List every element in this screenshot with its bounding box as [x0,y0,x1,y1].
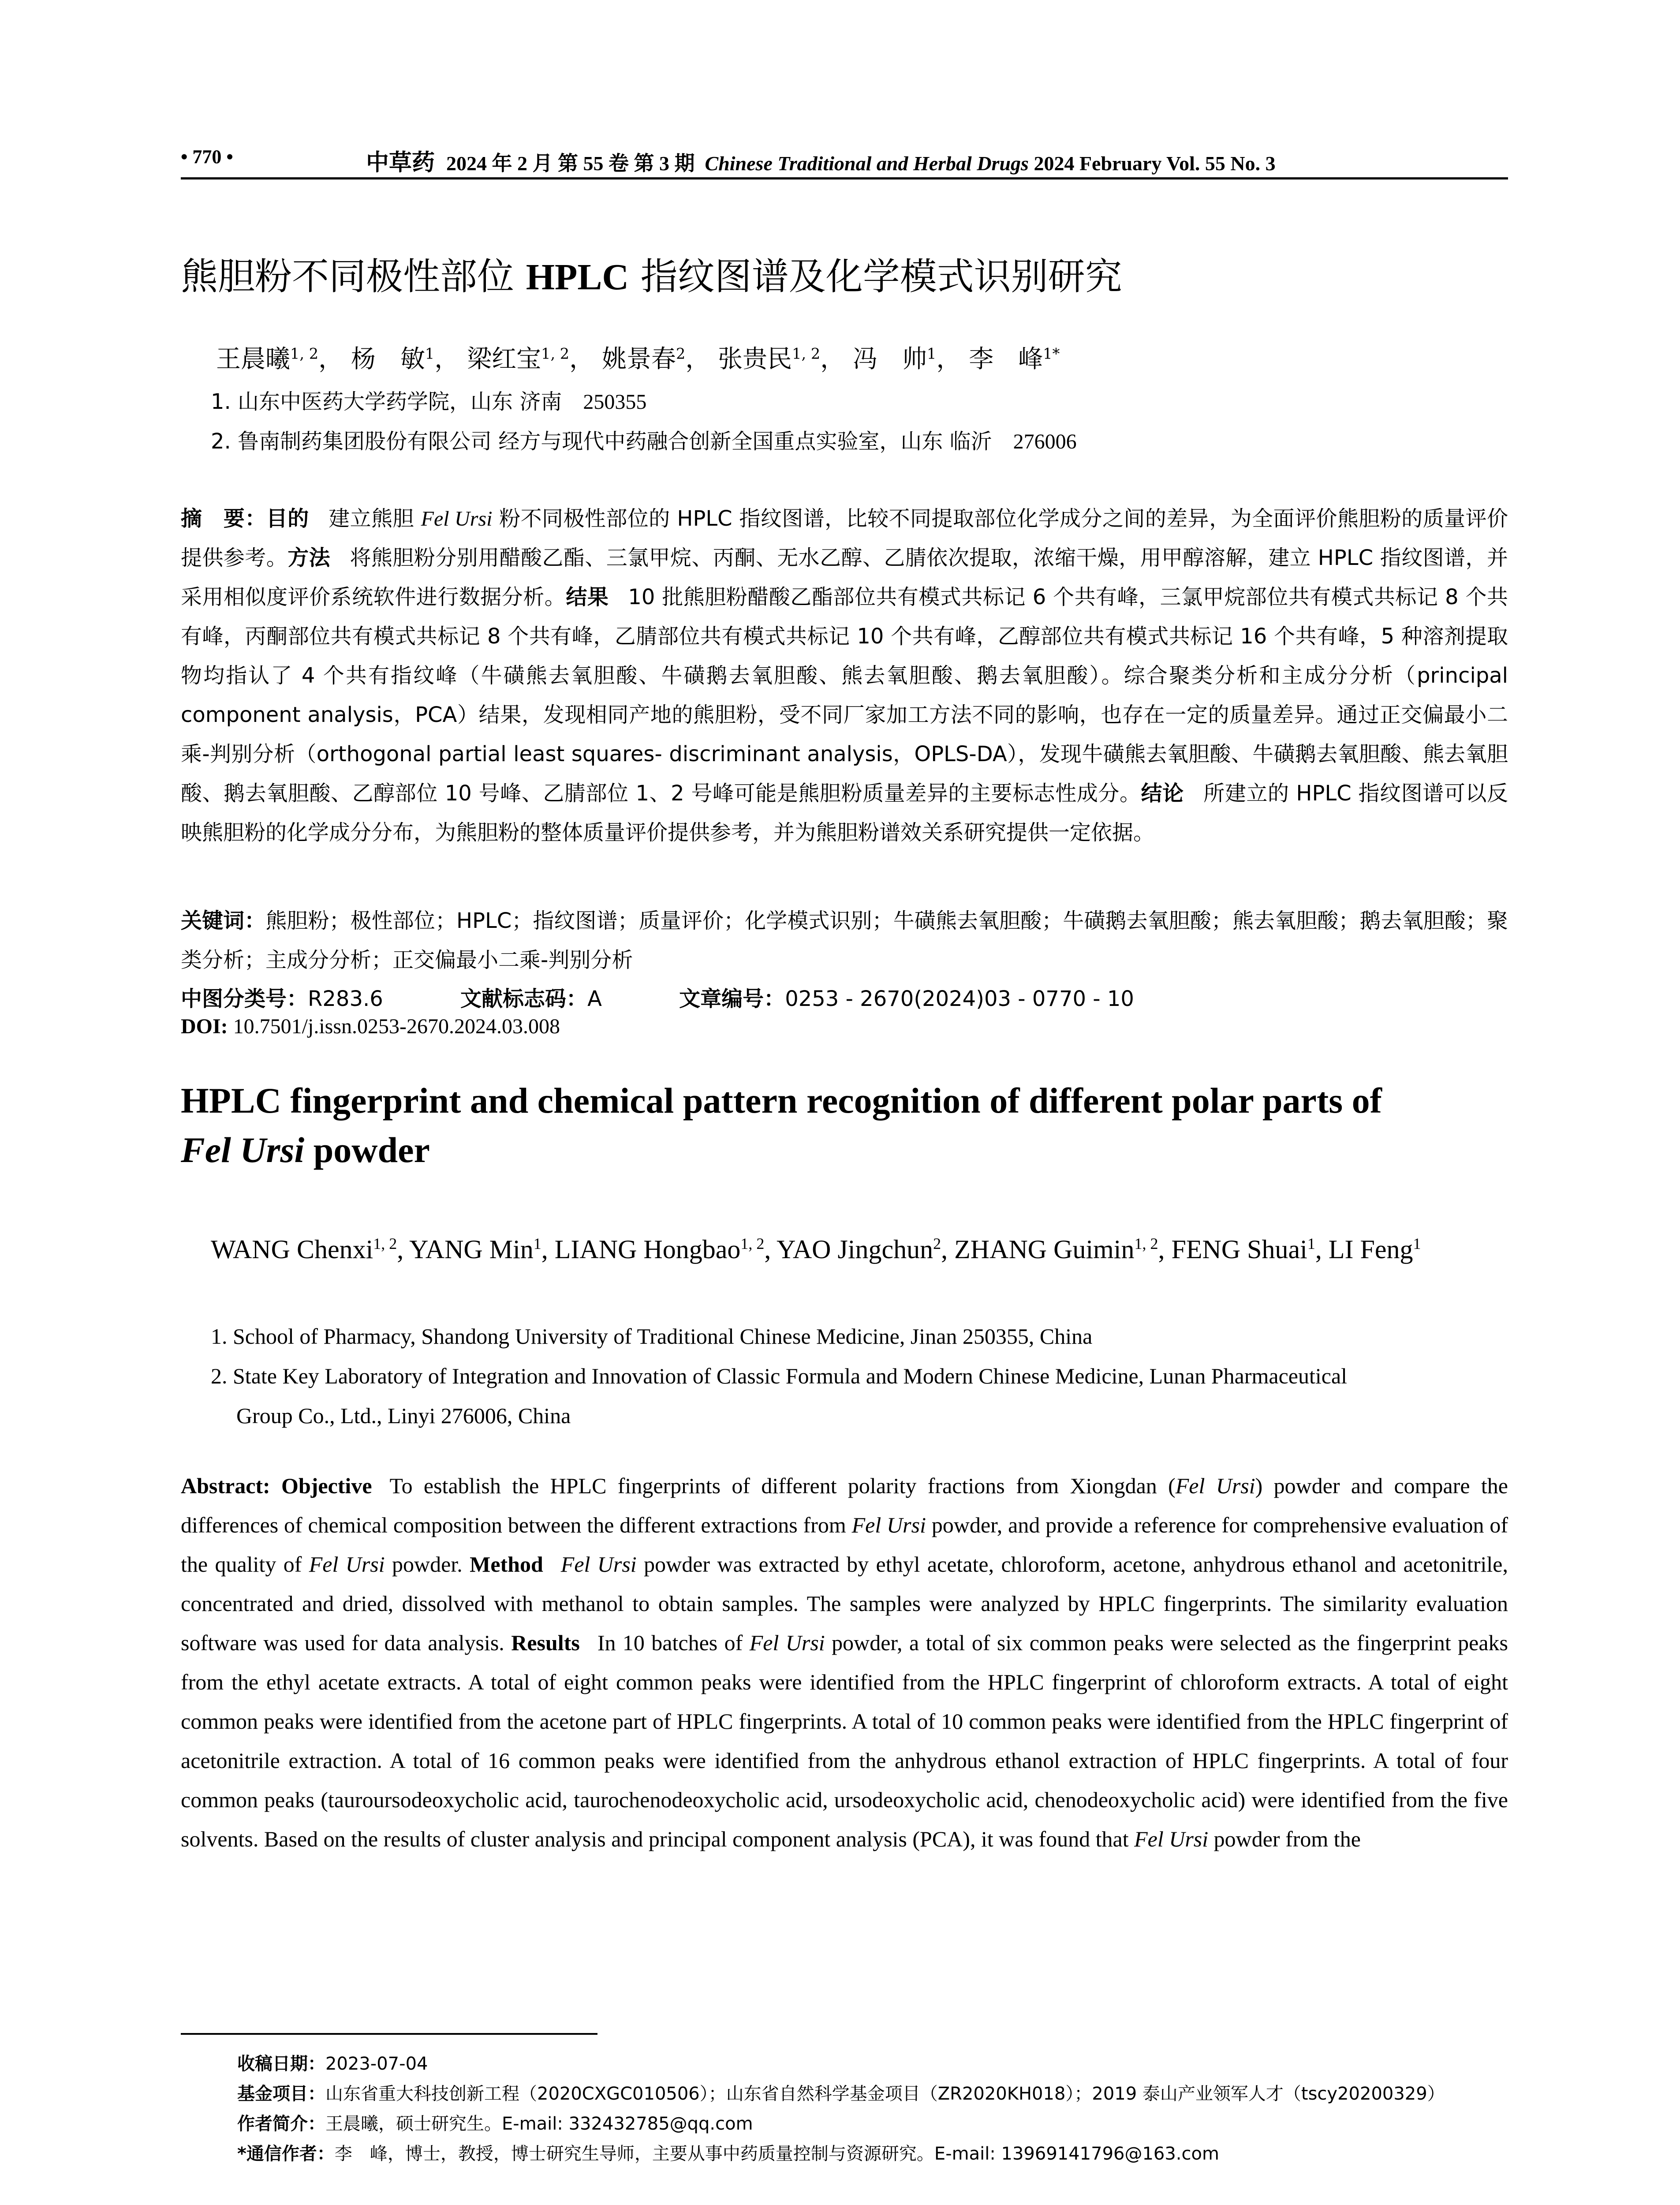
footnote-author-bio: 作者简介：王晨曦，硕士研究生。E-mail: 332432785@qq.com [237,2114,753,2134]
author-cn: 冯 帅 [853,345,927,374]
affiliation-cn-1: 1. 山东中医药大学药学院，山东 济南 250355 [211,389,647,414]
doi-line: DOI: 10.7501/j.issn.0253-2670.2024.03.008 [181,1015,560,1038]
issue-en: 2024 February Vol. 55 No. 3 [1034,152,1276,175]
author-cn: 杨 敏 [351,345,425,374]
keywords-cn: 关键词：熊胆粉；极性部位；HPLC；指纹图谱；质量评价；化学模式识别；牛磺熊去氧胆酸；牛磺鹅去氧胆酸；熊去氧胆酸；鹅去氧胆酸；聚类分析；主成分分析；正交偏最小二乘-判别分析 [181,908,1508,972]
issue-cn: 2024 年 2 月 第 55 卷 第 3 期 [446,152,695,175]
author-list-cn: 王晨曦$^{1, 2}$， 杨 敏$^1$， 梁红宝$^{1, 2}$， 姚景春$^2$， 张贵民$^{1, 2}$， 冯 帅$^1$， 李 峰$^{1*}$ [216,345,1060,374]
affiliation-cn-2: 2. 鲁南制药集团股份有限公司 经方与现代中药融合创新全国重点实验室，山东 临沂 276006 [211,429,1077,454]
classification-line: 中图分类号：R283.6 文献标志码：A 文章编号：0253 - 2670(2024)03 - 0770 - 10 [181,987,1134,1011]
affiliation-en-1: 1. School of Pharmacy, Shandong University of Traditional Chinese Medicine, Jinan 250355, China [211,1324,1093,1349]
affiliation-en-2-cont: Group Co., Ltd., Linyi 276006, China [236,1403,571,1428]
page-title-cn: 熊胆粉不同极性部位 HPLC 指纹图谱及化学模式识别研究 [181,255,1122,298]
author-cn: 王晨曦 [216,345,290,374]
author-cn: 姚景春 [601,345,676,374]
author-list-en: WANG Chenxi$^{1, 2}$, YANG Min$^1$, LIANG Hongbao$^{1, 2}$, YAO Jingchun$^2$, ZHANG Guimin$^{1, 2}$, FENG Shuai$^1$, LI Feng$^1$ [211,1235,1421,1264]
author-cn: 李 峰 [969,345,1043,374]
affiliation-en-2: 2. State Key Laboratory of Integration and Innovation of Classic Formula and Modern Chinese Medicine, Lunan Pharmaceutical [211,1364,1348,1388]
footnote-funding: 基金项目：山东省重大科技创新工程（2020CXGC010506）；山东省自然科学基金项目（ZR2020KH018）；2019 泰山产业领军人才（tscy20200329） [237,2084,1445,2104]
footnote-received: 收稿日期：2023-07-04 [237,2054,428,2074]
page-title-en: HPLC fingerprint and chemical pattern recognition of different polar parts of Fel Ursi powder [181,1080,1382,1170]
author-cn: 梁红宝 [467,345,541,374]
footnote-corresponding: *通信作者：李 峰，博士，教授，博士研究生导师，主要从事中药质量控制与资源研究。E-mail: 13969141796@163.com [237,2144,1219,2164]
journal-info [366,144,1276,177]
abstract-cn: 摘 要：目的 建立熊胆 Fel Ursi 粉不同极性部位的 HPLC 指纹图谱，比较不同提取部位化学成分之间的差异，为全面评价熊胆粉的质量评价提供参考。方法 将熊胆粉分别用醋酸乙酯、三氯甲烷、丙酮、无水乙醇、乙腈依次提取，浓缩干燥，用甲醇溶解，建立 HPLC 指纹图谱，并采用相似度评价系统软件进行数据分析。结果 10 批熊胆粉醋酸乙酯部位共有模式共标记 6 个共有峰，三氯甲烷部位共有模式共标记 8 个共有峰，丙酮部位共有模式共标记 8 个共有峰，乙腈部位共有模式共标记 10 个共有峰，乙醇部位共有模式共标记 16 个共有峰，5 种溶剂提取物均指认了 4 个共有指纹峰（牛磺熊去氧胆酸、牛磺鹅去氧胆酸、熊去氧胆酸、鹅去氧胆酸）。综合聚类分析和主成分分析（principal component analysis，PCA）结果，发现相同产地的熊胆粉，受不同厂家加工方法不同的影响，也存在一定的质量差异。通过正交偏最小二乘-判别分析（orthogonal partial least squares- discriminant analysis，OPLS-DA），发现牛磺熊去氧胆酸、牛磺鹅去氧胆酸、熊去氧胆酸、鹅去氧胆酸、乙醇部位 10 号峰、乙腈部位 1、2 号峰可能是熊胆粉质量差异的主要标志性成分。结论 所建立的 HPLC 指纹图谱可以反映熊胆粉的化学成分分布，为熊胆粉的整体质量评价提供参考，并为熊胆粉谱效关系研究提供一定依据。 [181,506,1508,845]
abstract-en: Abstract: Objective To establish the HPLC fingerprints of different polarity fractions from Xiongdan (Fel Ursi) powder and compare the differences of chemical composition between the different extractions from Fel Ursi powder, and provide a reference for comprehensive evaluation of the quality of Fel Ursi powder. Method Fel Ursi powder was extracted by ethyl acetate, chloroform, acetone, anhydrous ethanol and acetonitrile, concentrated and dried, dissolved with methanol to obtain samples. The samples were analyzed by HPLC fingerprints. The similarity evaluation software was used for data analysis. Results In 10 batches of Fel Ursi powder, a total of six common peaks were selected as the fingerprint peaks from the ethyl acetate extracts. A total of eight common peaks were identified from the HPLC fingerprint of chloroform extracts. A total of eight common peaks were identified from the acetone part of HPLC fingerprints. A total of 10 common peaks were identified from the HPLC fingerprint of acetonitrile extraction. A total of 16 common peaks were identified from the anhydrous ethanol extraction of HPLC fingerprints. A total of four common peaks (tauroursodeoxycholic acid, taurochenodeoxycholic acid, ursodeoxycholic acid, chenodeoxycholic acid) were identified from the five solvents. Based on the results of cluster analysis and principal component analysis (PCA), it was found that Fel Ursi powder from the [181,1473,1508,1851]
running-header [181,142,1508,179]
journal-logo-cn: 中草药 [366,149,435,176]
author-cn: 张贵民 [718,345,792,374]
footnote-rule [181,2033,597,2035]
page-number: • 770 • [181,146,233,168]
journal-name-en: Chinese Traditional and Herbal Drugs [705,152,1029,175]
